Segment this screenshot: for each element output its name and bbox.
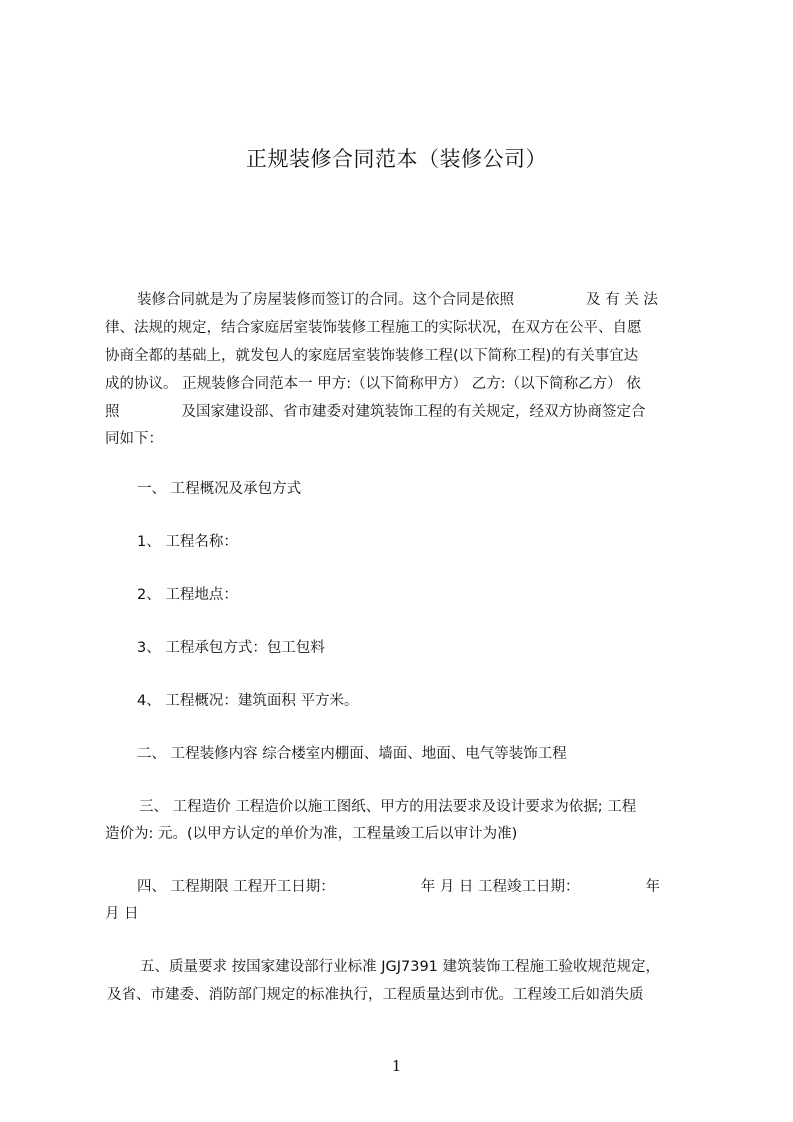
- intro-line-1a: 装修合同就是为了房屋装修而签订的合同。这个合同是依照: [137, 292, 514, 308]
- section-3-line-1: 三、 工程造价 工程造价以施工图纸、甲方的用法要求及设计要求为依据; 工程: [139, 799, 637, 815]
- section-4-line-1b: 年 月 日 工程竣工日期：: [420, 879, 580, 895]
- section-4-line-2: 月 日: [105, 906, 139, 922]
- intro-line-4: 成的协议。 正规装修合同范本一 甲方:（以下简称甲方） 乙方:（以下简称乙方） 依: [105, 376, 641, 392]
- section-1-item-3: 3、 工程承包方式：包工包料: [137, 640, 325, 656]
- section-1-heading: 一、 工程概况及承包方式: [137, 481, 302, 497]
- section-5-line-2: 及省、市建委、消防部门规定的标准执行，工程质量达到市优。工程竣工后如消失质: [107, 987, 644, 1003]
- section-4-line-1: [137, 880, 660, 895]
- page-number: 1: [391, 1057, 402, 1075]
- intro-line-5a: 照: [105, 404, 120, 420]
- section-1-item-2: 2、 工程地点：: [137, 587, 238, 603]
- intro-line-6: 同如下：: [105, 431, 163, 447]
- intro-line-1: [137, 293, 658, 308]
- intro-line-3: 协商全都的基础上，就发包人的家庭居室装饰装修工程(以下简称工程)的有关事宜达: [105, 348, 639, 364]
- section-1-item-4: 4、 工程概况：建筑面积 平方米。: [137, 693, 359, 709]
- section-1-item-1: 1、 工程名称：: [137, 534, 238, 550]
- intro-line-1b: 及 有 关 法: [586, 292, 658, 308]
- section-4-line-1a: 四、 工程期限 工程开工日期：: [137, 879, 335, 895]
- section-3-line-2: 造价为: 元。(以甲方认定的单价为准，工程量竣工后以审计为准): [105, 826, 518, 842]
- document-title: 正规装修合同范本（装修公司）: [246, 147, 547, 171]
- section-2-heading: 二、 工程装修内容 综合楼室内棚面、墙面、地面、电气等装饰工程: [137, 746, 567, 762]
- intro-line-2: 律、法规的规定，结合家庭居室装饰装修工程施工的实际状况，在双方在公平、自愿: [105, 320, 642, 336]
- section-4-line-1c: 年: [645, 879, 661, 895]
- section-5-line-1: 五、质量要求 按国家建设部行业标准 JGJ7391 建筑装饰工程施工验收规范规定，: [140, 959, 661, 975]
- intro-line-5b: 及国家建设部、省市建委对建筑装饰工程的有关规定，经双方协商签定合: [181, 404, 646, 420]
- intro-line-5: [105, 405, 646, 420]
